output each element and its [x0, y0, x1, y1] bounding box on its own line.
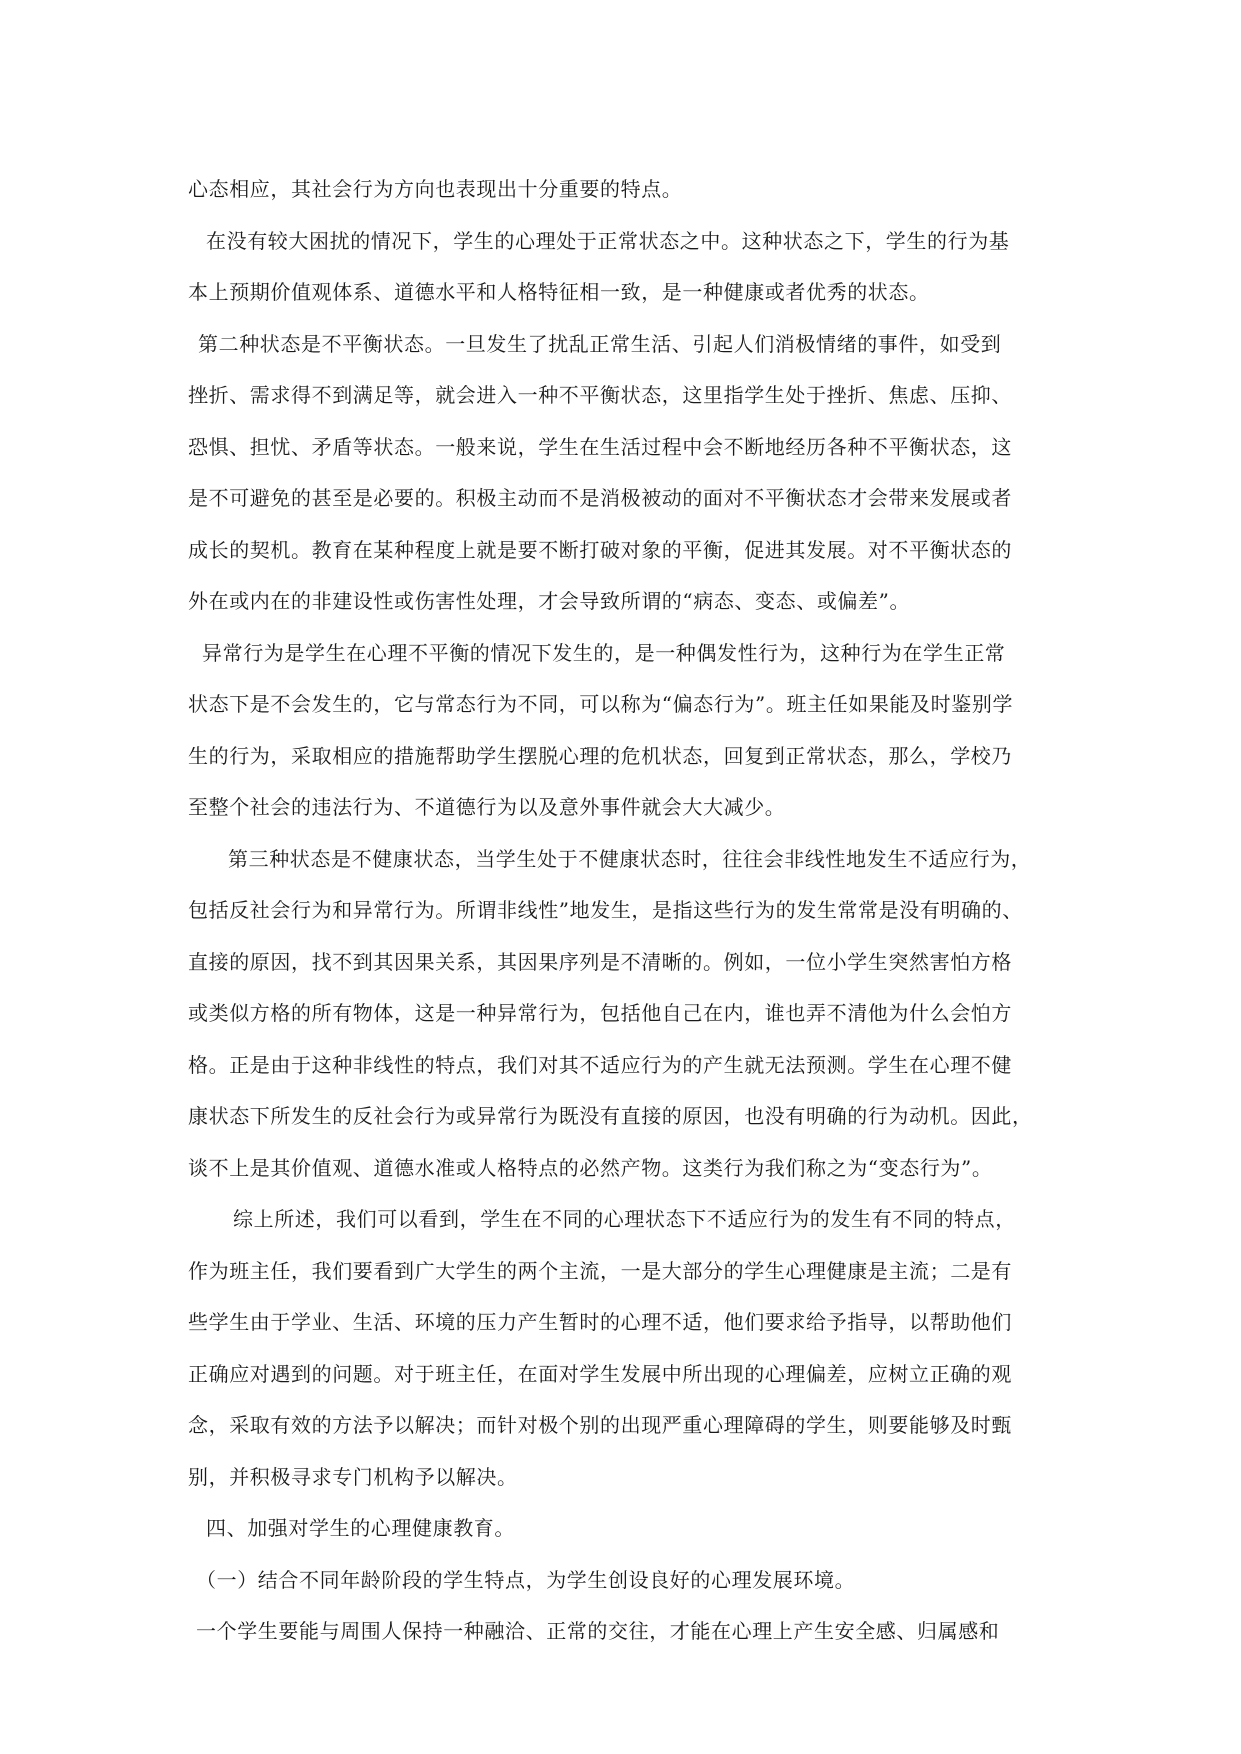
- paragraph-start-line: 第二种状态是不平衡状态。一旦发生了扰乱正常生活、引起人们消极情绪的事件，如受到: [198, 331, 1002, 356]
- text-line: 成长的契机。教育在某种程度上就是要不断打破对象的平衡，促进其发展。对不平衡状态的: [188, 537, 1012, 562]
- text-line: 外在或内在的非建设性或伤害性处理，才会导致所谓的“病态、变态、或偏差”。: [188, 589, 911, 613]
- text-line: 作为班主任，我们要看到广大学生的两个主流，一是大部分的学生心理健康是主流；二是有: [188, 1258, 1012, 1283]
- text-line: 心态相应，其社会行为方向也表现出十分重要的特点。: [188, 177, 683, 201]
- text-line: 别，并积极寻求专门机构予以解决。: [188, 1464, 518, 1489]
- text-line: 状态下是不会发生的，它与常态行为不同，可以称为“偏态行为”。班主任如果能及时鉴别学: [188, 692, 1014, 716]
- text-line: 康状态下所发生的反社会行为或异常行为既没有直接的原因，也没有明确的行为动机。因此，: [188, 1104, 1033, 1128]
- text-line: 或类似方格的所有物体，这是一种异常行为，包括他自己在内，谁也弄不清他为什么会怕方: [188, 1001, 1012, 1025]
- text-line: 本上预期价值观体系、道德水平和人格特征相一致，是一种健康或者优秀的状态。: [188, 280, 930, 304]
- text-line: 恐惧、担忧、矛盾等状态。一般来说，学生在生活过程中会不断地经历各种不平衡状态，这: [188, 434, 1012, 459]
- paragraph-start-line: 在没有较大困扰的情况下，学生的心理处于正常状态之中。这种状态之下，学生的行为基: [206, 228, 1010, 253]
- paragraph-start-line: 第三种状态是不健康状态，当学生处于不健康状态时，往往会非线性地发生不适应行为，: [228, 846, 1032, 871]
- text-line: 些学生由于学业、生活、环境的压力产生暂时的心理不适，他们要求给予指导，以帮助他们: [188, 1310, 1012, 1334]
- text-line: 包括反社会行为和异常行为。所谓非线性”地发生，是指这些行为的发生常常是没有明确的、: [188, 898, 1023, 922]
- paragraph-start-line: 综上所述，我们可以看到，学生在不同的心理状态下不适应行为的发生有不同的特点，: [233, 1207, 1016, 1231]
- section-heading: 四、加强对学生的心理健康教育。: [206, 1516, 515, 1540]
- document-body: [188, 164, 1058, 1658]
- paragraph-start-line: 异常行为是学生在心理不平衡的情况下发生的，是一种偶发性行为，这种行为在学生正常: [202, 640, 1006, 665]
- text-line: 格。正是由于这种非线性的特点，我们对其不适应行为的产生就无法预测。学生在心理不健: [188, 1052, 1012, 1077]
- text-line: 谈不上是其价值观、道德水准或人格特点的必然产物。这类行为我们称之为“变态行为”。: [188, 1155, 993, 1180]
- text-line: 挫折、需求得不到满足等，就会进入一种不平衡状态，这里指学生处于挫折、焦虑、压抑、: [188, 383, 1012, 407]
- text-line: 生的行为，采取相应的措施帮助学生摆脱心理的危机状态，回复到正常状态，那么，学校乃: [188, 743, 1012, 768]
- subsection-heading: （一）结合不同年龄阶段的学生特点，为学生创设良好的心理发展环境。: [196, 1567, 856, 1592]
- text-line: 正确应对遇到的问题。对于班主任，在面对学生发展中所出现的心理偏差，应树立正确的观: [188, 1361, 1012, 1386]
- paragraph-start-line: 一个学生要能与周围人保持一种融洽、正常的交往，才能在心理上产生安全感、归属感和: [196, 1619, 1000, 1643]
- text-line: 至整个社会的违法行为、不道德行为以及意外事件就会大大减少。: [188, 795, 786, 819]
- text-line: 念，采取有效的方法予以解决；而针对极个别的出现严重心理障碍的学生，则要能够及时甄: [188, 1413, 1012, 1437]
- text-line: 直接的原因，找不到其因果关系，其因果序列是不清晰的。例如，一位小学生突然害怕方格: [188, 949, 1012, 974]
- text-line: 是不可避免的甚至是必要的。积极主动而不是消极被动的面对不平衡状态才会带来发展或者: [188, 486, 1012, 510]
